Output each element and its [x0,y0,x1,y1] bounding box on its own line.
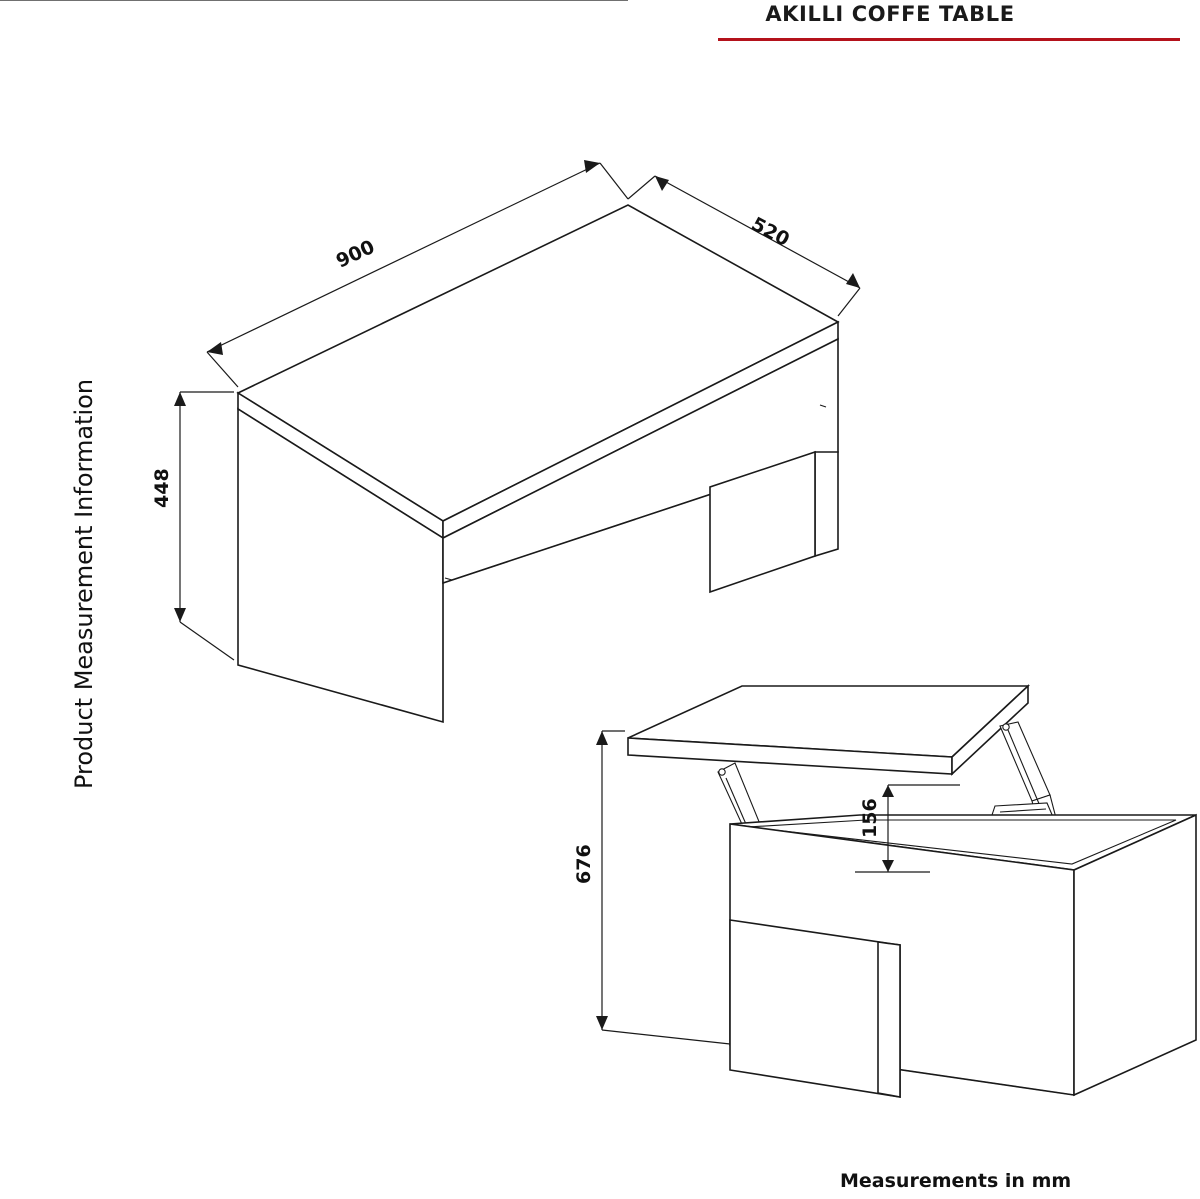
box-left-leg [730,920,900,1097]
dimension-676 [573,731,730,1044]
dimension-156-label: 156 [859,798,881,838]
dimension-448 [151,392,234,660]
page-title: AKILLI COFFE TABLE [765,2,1015,26]
dimension-520-label: 520 [747,212,794,252]
lifted-table-view [573,686,1196,1097]
right-side-panel [815,452,838,556]
box-left-leg-face [878,942,900,1097]
measurement-unit-note: Measurements in mm [840,1170,1072,1192]
dimension-900-label: 900 [332,235,379,273]
closed-table-view [0,0,860,722]
side-label: Product Measurement Information [70,378,98,790]
dimension-676-label: 676 [573,844,595,884]
dimension-448-label: 448 [151,468,173,508]
